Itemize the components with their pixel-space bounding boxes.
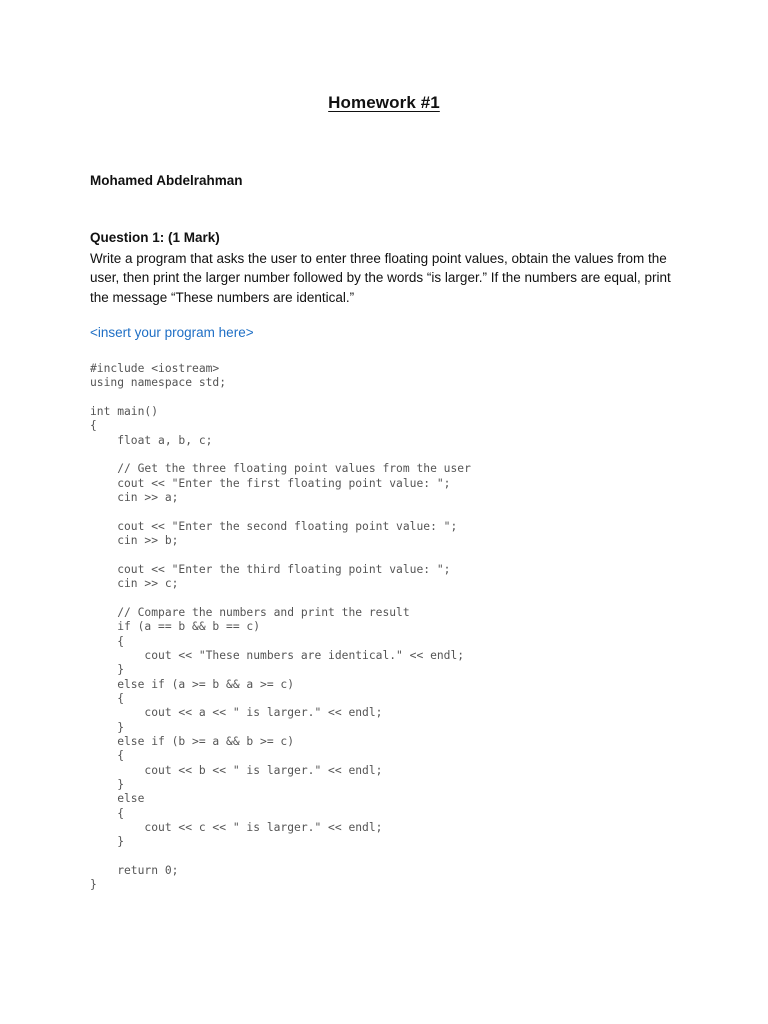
code-line: // Get the three floating point values from the user: [90, 462, 471, 476]
insert-program-placeholder[interactable]: <insert your program here>: [90, 325, 254, 340]
code-line: }: [90, 777, 125, 791]
code-line: }: [90, 720, 125, 734]
code-line: else: [90, 792, 145, 806]
code-line: [90, 505, 471, 519]
page-title: Homework #1: [328, 93, 440, 112]
code-block: [90, 362, 471, 893]
code-line: }: [90, 878, 97, 892]
code-line: if (a == b && b == c): [90, 620, 261, 634]
code-line: cout << "Enter the first floating point value: ";: [90, 476, 451, 490]
code-line: cout << "These numbers are identical." << endl;: [90, 648, 465, 662]
code-line: cout << "Enter the third floating point value: ";: [90, 562, 451, 576]
code-line: [90, 548, 471, 562]
code-line: else if (a >= b && a >= c): [90, 677, 295, 691]
code-line: return 0;: [90, 864, 179, 878]
code-line: cin >> a;: [90, 491, 179, 505]
code-line: // Compare the numbers and print the result: [90, 605, 410, 619]
question-heading: Question 1: (1 Mark): [90, 230, 220, 245]
code-line: cin >> b;: [90, 534, 179, 548]
code-line: {: [90, 419, 97, 433]
code-line: cin >> c;: [90, 577, 179, 591]
question-text: Write a program that asks the user to enter three floating point values, obtain the values from the user, then print the larger number followed by the words “is larger.” If the numbers are equal, print the message “These numbers are identical.”: [90, 251, 671, 305]
code-line: }: [90, 663, 125, 677]
code-line: [90, 391, 471, 405]
code-line: cout << b << " is larger." << endl;: [90, 763, 383, 777]
code-line: float a, b, c;: [90, 433, 213, 447]
code-line: {: [90, 691, 125, 705]
code-line: cout << "Enter the second floating point value: ";: [90, 519, 458, 533]
code-line: [90, 448, 471, 462]
code-line: else if (b >= a && b >= c): [90, 734, 295, 748]
code-line: }: [90, 835, 125, 849]
code-line: int main(): [90, 405, 159, 419]
code-line: using namespace std;: [90, 376, 227, 390]
code-line: cout << a << " is larger." << endl;: [90, 706, 383, 720]
code-line: cout << c << " is larger." << endl;: [90, 821, 383, 834]
code-line: {: [90, 806, 125, 820]
code-line: {: [90, 749, 125, 763]
code-line: [90, 592, 471, 606]
code-line: #include <iostream>: [90, 362, 220, 375]
author-name: Mohamed Abdelrahman: [90, 173, 243, 188]
code-line: {: [90, 634, 125, 648]
code-line: [90, 850, 471, 864]
